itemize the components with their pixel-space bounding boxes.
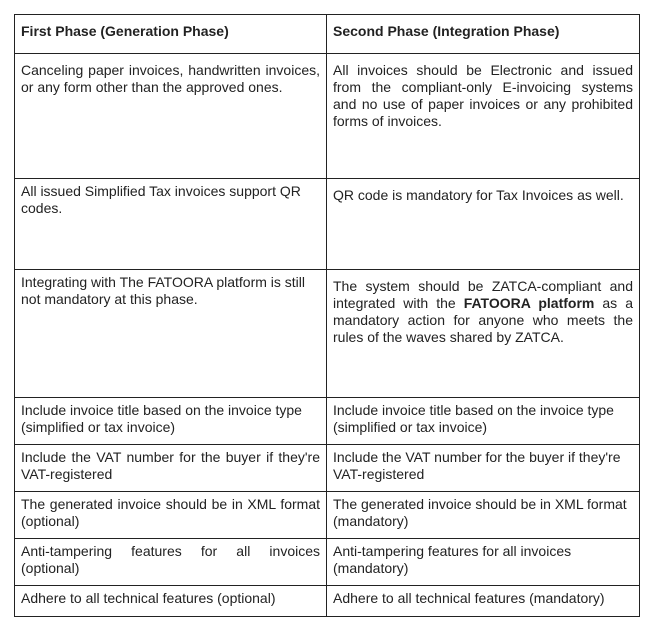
cell-first-phase: All issued Simplified Tax invoices support QR codes. [15, 179, 327, 270]
table-row [15, 54, 640, 179]
cell-second-phase [327, 270, 640, 398]
fatoora-text-pre: The system should be ZATCA-compliant and integrated with the [333, 278, 633, 311]
table-row [15, 492, 640, 539]
table-row [15, 270, 640, 398]
cell-second-phase: QR code is mandatory for Tax Invoices as well. [327, 179, 640, 270]
table-header-row [15, 15, 640, 54]
fatoora-text-post: as a mandatory action for anyone who meets the rules of the waves shared by ZATCA. [333, 295, 633, 345]
fatoora-platform-bold: FATOORA platform [463, 295, 595, 311]
cell-first-phase: Include invoice title based on the invoice type (simplified or tax invoice) [15, 398, 327, 445]
cell-first-phase: Integrating with The FATOORA platform is still not mandatory at this phase. [15, 270, 327, 398]
cell-second-phase: Include invoice title based on the invoice type (simplified or tax invoice) [327, 398, 640, 445]
table-row [15, 539, 640, 586]
table-row [15, 445, 640, 492]
table-row [15, 398, 640, 445]
cell-second-phase: The generated invoice should be in XML format (mandatory) [327, 492, 640, 539]
cell-second-phase: Include the VAT number for the buyer if they're VAT-registered [327, 445, 640, 492]
table-row [15, 586, 640, 617]
cell-first-phase: Include the VAT number for the buyer if they're VAT-registered [15, 445, 327, 492]
phase-comparison-table [14, 14, 640, 617]
cell-first-phase: Anti-tampering features for all invoices (optional) [15, 539, 327, 586]
cell-second-phase: All invoices should be Electronic and issued from the compliant-only E-invoicing systems and no use of paper invoices or any prohibited forms of invoices. [327, 54, 640, 179]
table-row [15, 179, 640, 270]
header-second-phase: Second Phase (Integration Phase) [327, 15, 640, 54]
cell-first-phase: Adhere to all technical features (optional) [15, 586, 327, 617]
header-first-phase: First Phase (Generation Phase) [15, 15, 327, 54]
cell-first-phase: The generated invoice should be in XML format (optional) [15, 492, 327, 539]
cell-second-phase: Adhere to all technical features (mandatory) [327, 586, 640, 617]
cell-second-phase: Anti-tampering features for all invoices (mandatory) [327, 539, 640, 586]
cell-first-phase: Canceling paper invoices, handwritten invoices, or any form other than the approved ones. [15, 54, 327, 179]
